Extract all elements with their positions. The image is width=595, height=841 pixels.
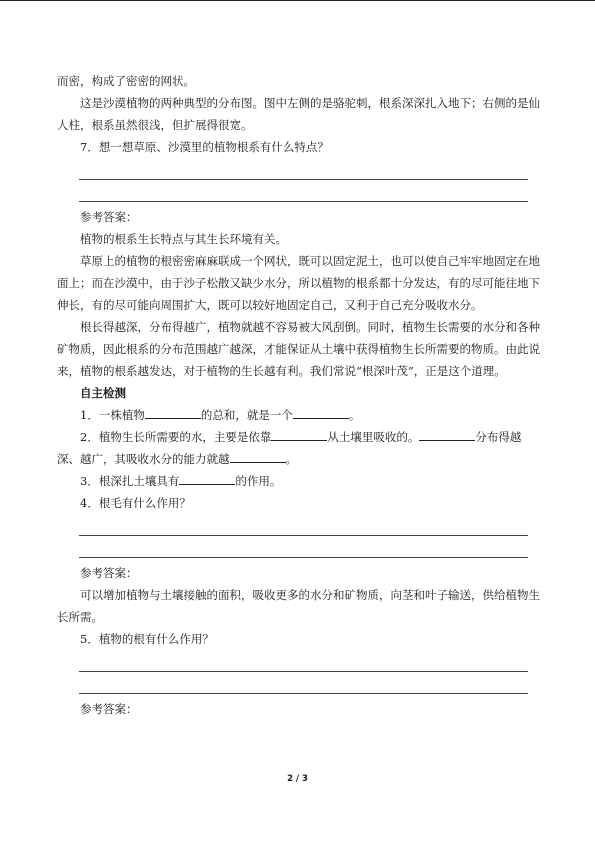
- fill-blank: [230, 451, 286, 463]
- continuation-text: 而密，构成了密密的网状。: [57, 74, 195, 88]
- answer-7-paragraph-2: 草原上的植物的根密密麻麻联成一个网状，既可以固定泥土，也可以使自己牢牢地固定在地面上；而在沙漠中，由于沙子松散又缺少水分，所以植物的根系都十分发达，有的尽可能往地下伸长，有的尽可能向周围扩大，既可以较好地固定自己，又利于自己充分吸收水分。: [57, 254, 540, 312]
- question-7: 7．想一想草原、沙漠里的植物根系有什么特点？: [80, 140, 329, 154]
- question-1-part: 。: [348, 408, 361, 422]
- answer-4-paragraph: 可以增加植物与土壤接触的面积，吸收更多的水分和矿物质，向茎和叶子输送，供给植物生长所需。: [57, 588, 540, 624]
- answer-label: 参考答案：: [80, 702, 138, 716]
- answer-line: [79, 672, 528, 694]
- question-3-part: 的作用。: [235, 474, 282, 488]
- question-4: 4．根毛有什么作用？: [80, 496, 191, 510]
- section-title-self-check: 自主检测: [80, 386, 126, 400]
- answer-lines-q4: [79, 514, 528, 558]
- question-1-part: 1．一株植物: [80, 408, 145, 422]
- question-1: [80, 404, 541, 426]
- question-2-part: 从土壤里吸收的。: [327, 430, 420, 444]
- answer-7-paragraph-1: 植物的根系生长特点与其生长环境有关。: [80, 232, 287, 246]
- top-border-line: [0, 0, 595, 1]
- fill-blank: [419, 429, 475, 441]
- question-2: [57, 426, 541, 470]
- question-2-part: 分布得越深、越广，其吸收水分的能力就越: [57, 430, 522, 466]
- question-3-part: 3．根深扎土壤具有: [80, 474, 180, 488]
- question-3: [80, 470, 541, 492]
- question-2-part: 。: [285, 452, 297, 466]
- page-number: 2 / 3: [287, 774, 308, 784]
- answer-line: [79, 158, 528, 180]
- answer-7-paragraph-3: 根长得越深，分布得越广，植物就越不容易被大风刮倒。同时，植物生长需要的水分和各种矿物质，因此根系的分布范围越广越深，才能保证从土壤中获得植物生长所需要的物质。由此说来，植物的根系越发达，对于植物的生长越有利。我们常说“根深叶茂”，正是这个道理。: [57, 320, 540, 378]
- answer-lines-q5: [79, 650, 528, 694]
- answer-lines-q7: [79, 158, 528, 202]
- worksheet-body: [57, 70, 541, 720]
- fill-blank: [179, 473, 235, 485]
- answer-label: 参考答案：: [80, 566, 138, 580]
- answer-line: [79, 514, 528, 536]
- answer-line: [79, 650, 528, 672]
- question-2-part: 2．植物生长所需要的水，主要是依靠: [80, 430, 272, 444]
- desert-plants-paragraph: 这是沙漠植物的两种典型的分布图。图中左侧的是骆驼刺，根系深深扎入地下；右侧的是仙人柱，根系虽然很浅，但扩展得很宽。: [57, 96, 540, 132]
- fill-blank: [293, 407, 349, 419]
- question-1-part: 的总和，就是一个: [200, 408, 293, 422]
- question-5: 5．植物的根有什么作用？: [80, 632, 214, 646]
- fill-blank: [145, 407, 201, 419]
- answer-line: [79, 180, 528, 202]
- answer-line: [79, 536, 528, 558]
- answer-label: 参考答案：: [80, 210, 138, 224]
- fill-blank: [271, 429, 327, 441]
